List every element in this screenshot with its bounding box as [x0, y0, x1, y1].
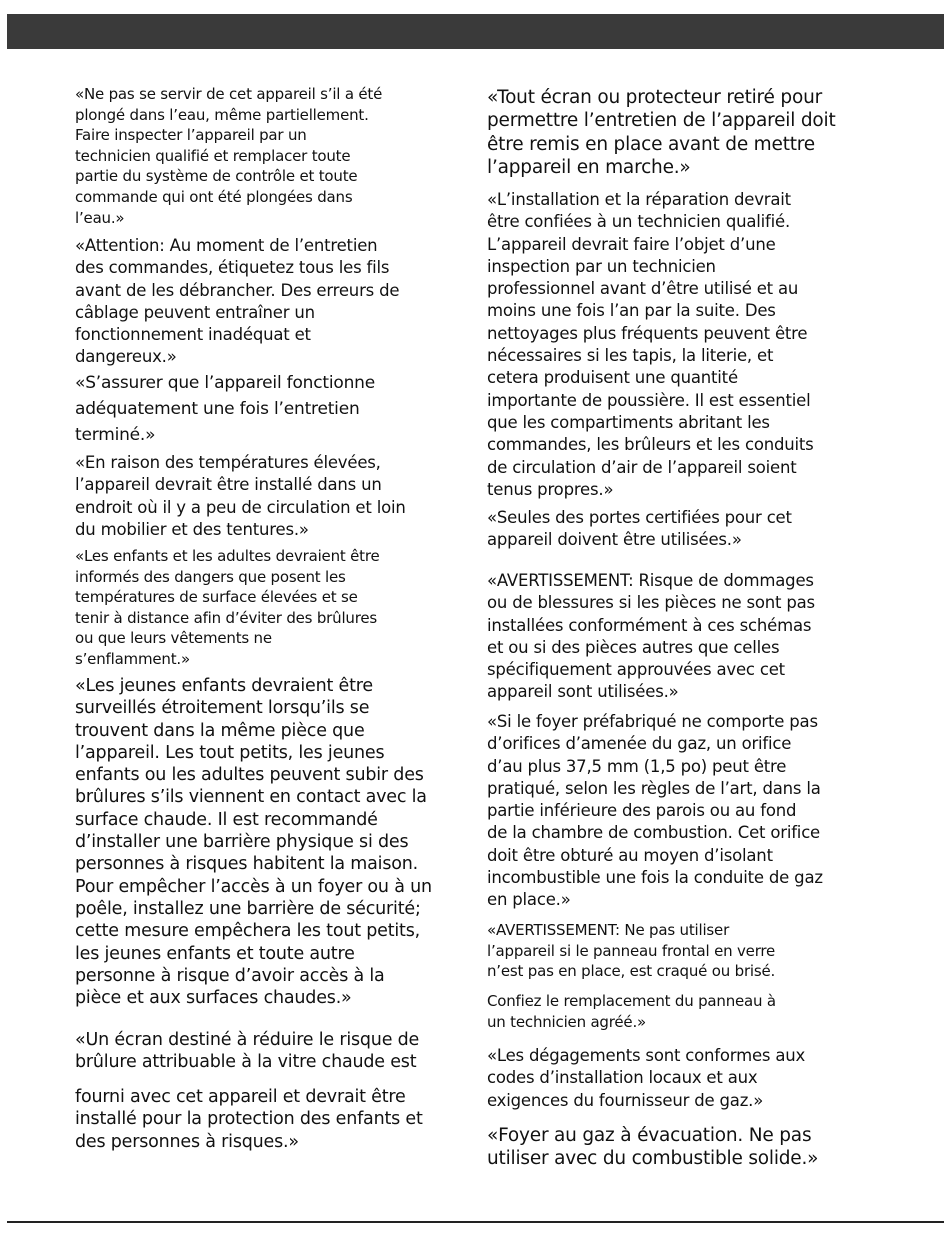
screen-replace-paragraph: «Tout écran ou protecteur retiré pour permettre l’entretien de l’appareil doit être remis en place avant de mettre l’appareil en marche.» [487, 87, 836, 179]
certified-doors-paragraph: «Seules des portes certifiées pour cet appareil doivent être utilisées.» [487, 508, 792, 550]
installation-repair-paragraph: «L’installation et la réparation devrait être confiées à un technicien qualifié. L’appareil devrait faire l’objet d’une inspection par un technicien professionnel avant d’être utilisé et au moins une fois l’an par la suite. Des nettoyages plus fréquents peuvent être nécessaires si les tapis, la literie, et cetera produisent une quantité importante de poussière. Il est essentiel que les compartiments abritant les commandes, les brûleurs et les conduits de circulation d’air de l’appareil soient tenus propres.» [487, 190, 814, 499]
verify-operation-paragraph: «S’assurer que l’appareil fonctionne adéquatement une fois l’entretien terminé.» [75, 373, 375, 445]
gas-inlet-paragraph: «Si le foyer préfabriqué ne comporte pas d’orifices d’amenée du gaz, un orifice d’au plus 37,5 mm (1,5 po) peut être pratiqué, selon les règles de l’art, dans la partie inférieure des parois ou au fond de la chambre de combustion. Cet orifice doit être obturé au moyen d’isolant incombustible une fois la conduite de gaz en place.» [487, 712, 823, 910]
warning-damage-paragraph: «AVERTISSEMENT: Risque de dommages ou de blessures si les pièces ne sont pas installées conformément à ces schémas et ou si des pièces autres que celles spécifiquement approuvées avec cet appareil sont utilisées.» [487, 571, 815, 702]
high-temperature-paragraph: «En raison des températures élevées, l’appareil devrait être installé dans un endroit où il y a peu de circulation et loin du mobilier et des tentures.» [75, 453, 406, 539]
young-children-paragraph: «Les jeunes enfants devraient être surveillés étroitement lorsqu’ils se trouvent dans la même pièce que l’appareil. Les tout petits, les jeunes enfants ou les adultes peuvent subir des brûlures s’ils viennent en contact avec la surface chaude. Il est recommandé d’installer une barrière physique si des personnes à risques habitent la maison. Pour empêcher l’accès à un foyer ou à un poêle, installez une barrière de sécurité; cette mesure empêchera les tout petits, les jeunes enfants et toute autre personne à risque d’avoir accès à la pièce et aux surfaces chaudes.» [75, 676, 432, 1009]
footer-rule [7, 1221, 944, 1223]
children-danger-paragraph: «Les enfants et les adultes devraient être informés des dangers que posent les températures de surface élevées et se tenir à distance afin d’éviter des brûlures ou que leurs vêtements ne s’enflamment.» [75, 547, 380, 668]
header-bar [7, 14, 944, 49]
screen-provided-paragraph-part2: fourni avec cet appareil et devrait être installé pour la protection des enfants et des personnes à risques.» [75, 1087, 423, 1152]
clearances-paragraph: «Les dégagements sont conformes aux codes d’installation locaux et aux exigences du fournisseur de gaz.» [487, 1046, 806, 1110]
attention-wiring-paragraph: «Attention: Au moment de l’entretien des commandes, étiquetez tous les fils avant de les débrancher. Des erreurs de câblage peuvent entraîner un fonctionnement inadéquat et dangereux.» [75, 236, 400, 367]
warning-glass-panel-paragraph: «AVERTISSEMENT: Ne pas utiliser l’appareil si le panneau frontal en verre n’est pas en place, est craqué ou brisé. [487, 921, 776, 981]
replace-panel-paragraph: Confiez le remplacement du panneau à un technicien agréé.» [487, 992, 776, 1031]
screen-provided-paragraph-part1: «Un écran destiné à réduire le risque de brûlure attribuable à la vitre chaude est [75, 1030, 420, 1073]
warning-submerged-paragraph: «Ne pas se servir de cet appareil s’il a été plongé dans l’eau, même partiellement. Faire inspecter l’appareil par un technicien qualifié et remplacer toute partie du système de contrôle et toute commande qui ont été plongées dans l’eau.» [75, 85, 383, 227]
vented-gas-paragraph: «Foyer au gaz à évacuation. Ne pas utiliser avec du combustible solide.» [487, 1125, 819, 1170]
